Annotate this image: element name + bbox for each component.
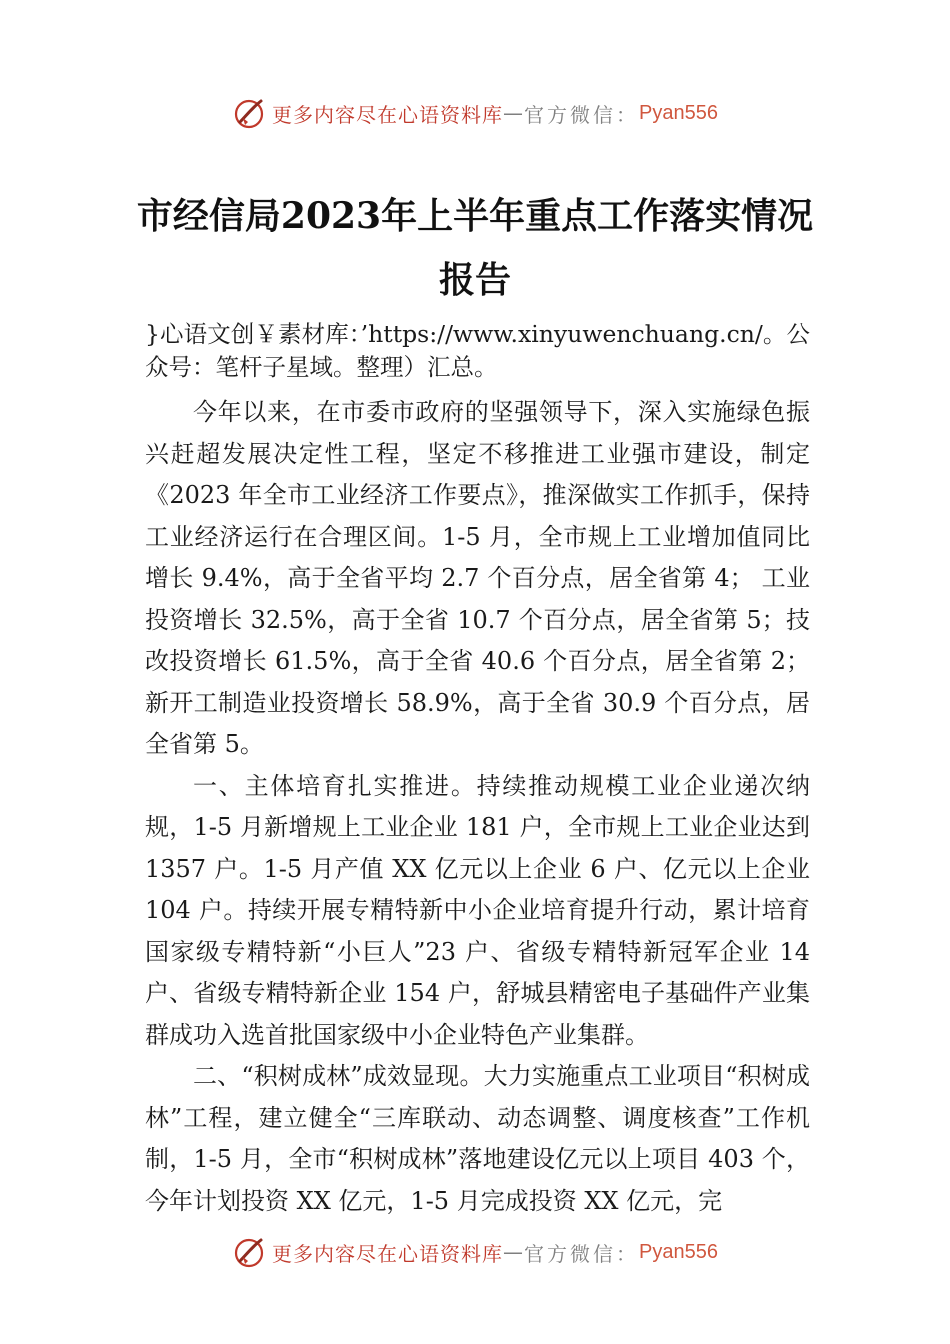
- watermark-footer: [0, 1235, 950, 1269]
- watermark-main-text: 更多内容尽在心语资料库: [272, 102, 504, 127]
- document-title-line2: 报告: [438, 259, 511, 301]
- watermark-wechat-id: Pyan556: [639, 1240, 718, 1263]
- watermark-wechat-id: Pyan556: [639, 101, 718, 124]
- brush-logo-icon: [232, 1235, 266, 1269]
- watermark-wechat-label: 官方微信：: [524, 1241, 640, 1266]
- paragraph-section-1: 一、主体培育扎实推进。持续推动规模工业企业递次纳规，1-5 月新增规上工业企业 181 户，全市规上工业企业达到 1357 户。1-5 月产值 XX 亿元以上企业 6 户、亿元以上企业 104 户。持续开展专精特新中小企业培育提升行动，累计培育国家级专精特新“小巨人”23 户、省级专精特新冠军企业 14 户、省级专精特新企业 154 户，舒城县精密电子基础件产业集群成功入选首批国家级中小企业特色产业集群。: [145, 771, 810, 1049]
- paragraph-section-2: 二、“积树成林”成效显现。大力实施重点工业项目“积树成林”工程，建立健全“三库联动、动态调整、调度核查”工作机制，1-5 月，全市“积树成林”落地建设亿元以上项目 403 个，今年计划投资 XX 亿元，1-5 月完成投资 XX 亿元，完: [145, 1062, 810, 1215]
- source-note: }心语文创￥素材库：’https://www.xinyuwenchuang.cn/。公众号：笔杆子星域。整理）汇总。: [145, 320, 810, 381]
- brush-logo-icon: [232, 96, 266, 130]
- document-title-line1: 市经信局2023年上半年重点工作落实情况: [136, 195, 814, 237]
- document-body: [145, 392, 810, 1222]
- watermark-wechat-label: 官方微信：: [524, 102, 640, 127]
- watermark-main-text: 更多内容尽在心语资料库: [272, 1241, 504, 1266]
- paragraph-intro: 今年以来，在市委市政府的坚强领导下，深入实施绿色振兴赶超发展决定性工程，坚定不移推进工业强市建设，制定《2023 年全市工业经济工作要点》，推深做实工作抓手，保持工业经济运行在合理区间。1-5 月，全市规上工业增加值同比增长 9.4%，高于全省平均 2.7 个百分点，居全省第 4； 工业投资增长 32.5%，高于全省 10.7 个百分点，居全省第 5；技改投资增长 61.5%，高于全省 40.6 个百分点，居全省第 2；新开工制造业投资增长 58.9%，高于全省 30.9 个百分点，居全省第 5。: [145, 398, 810, 758]
- watermark-separator: —: [503, 1240, 525, 1264]
- watermark-header: [0, 96, 950, 130]
- watermark-separator: —: [503, 101, 525, 125]
